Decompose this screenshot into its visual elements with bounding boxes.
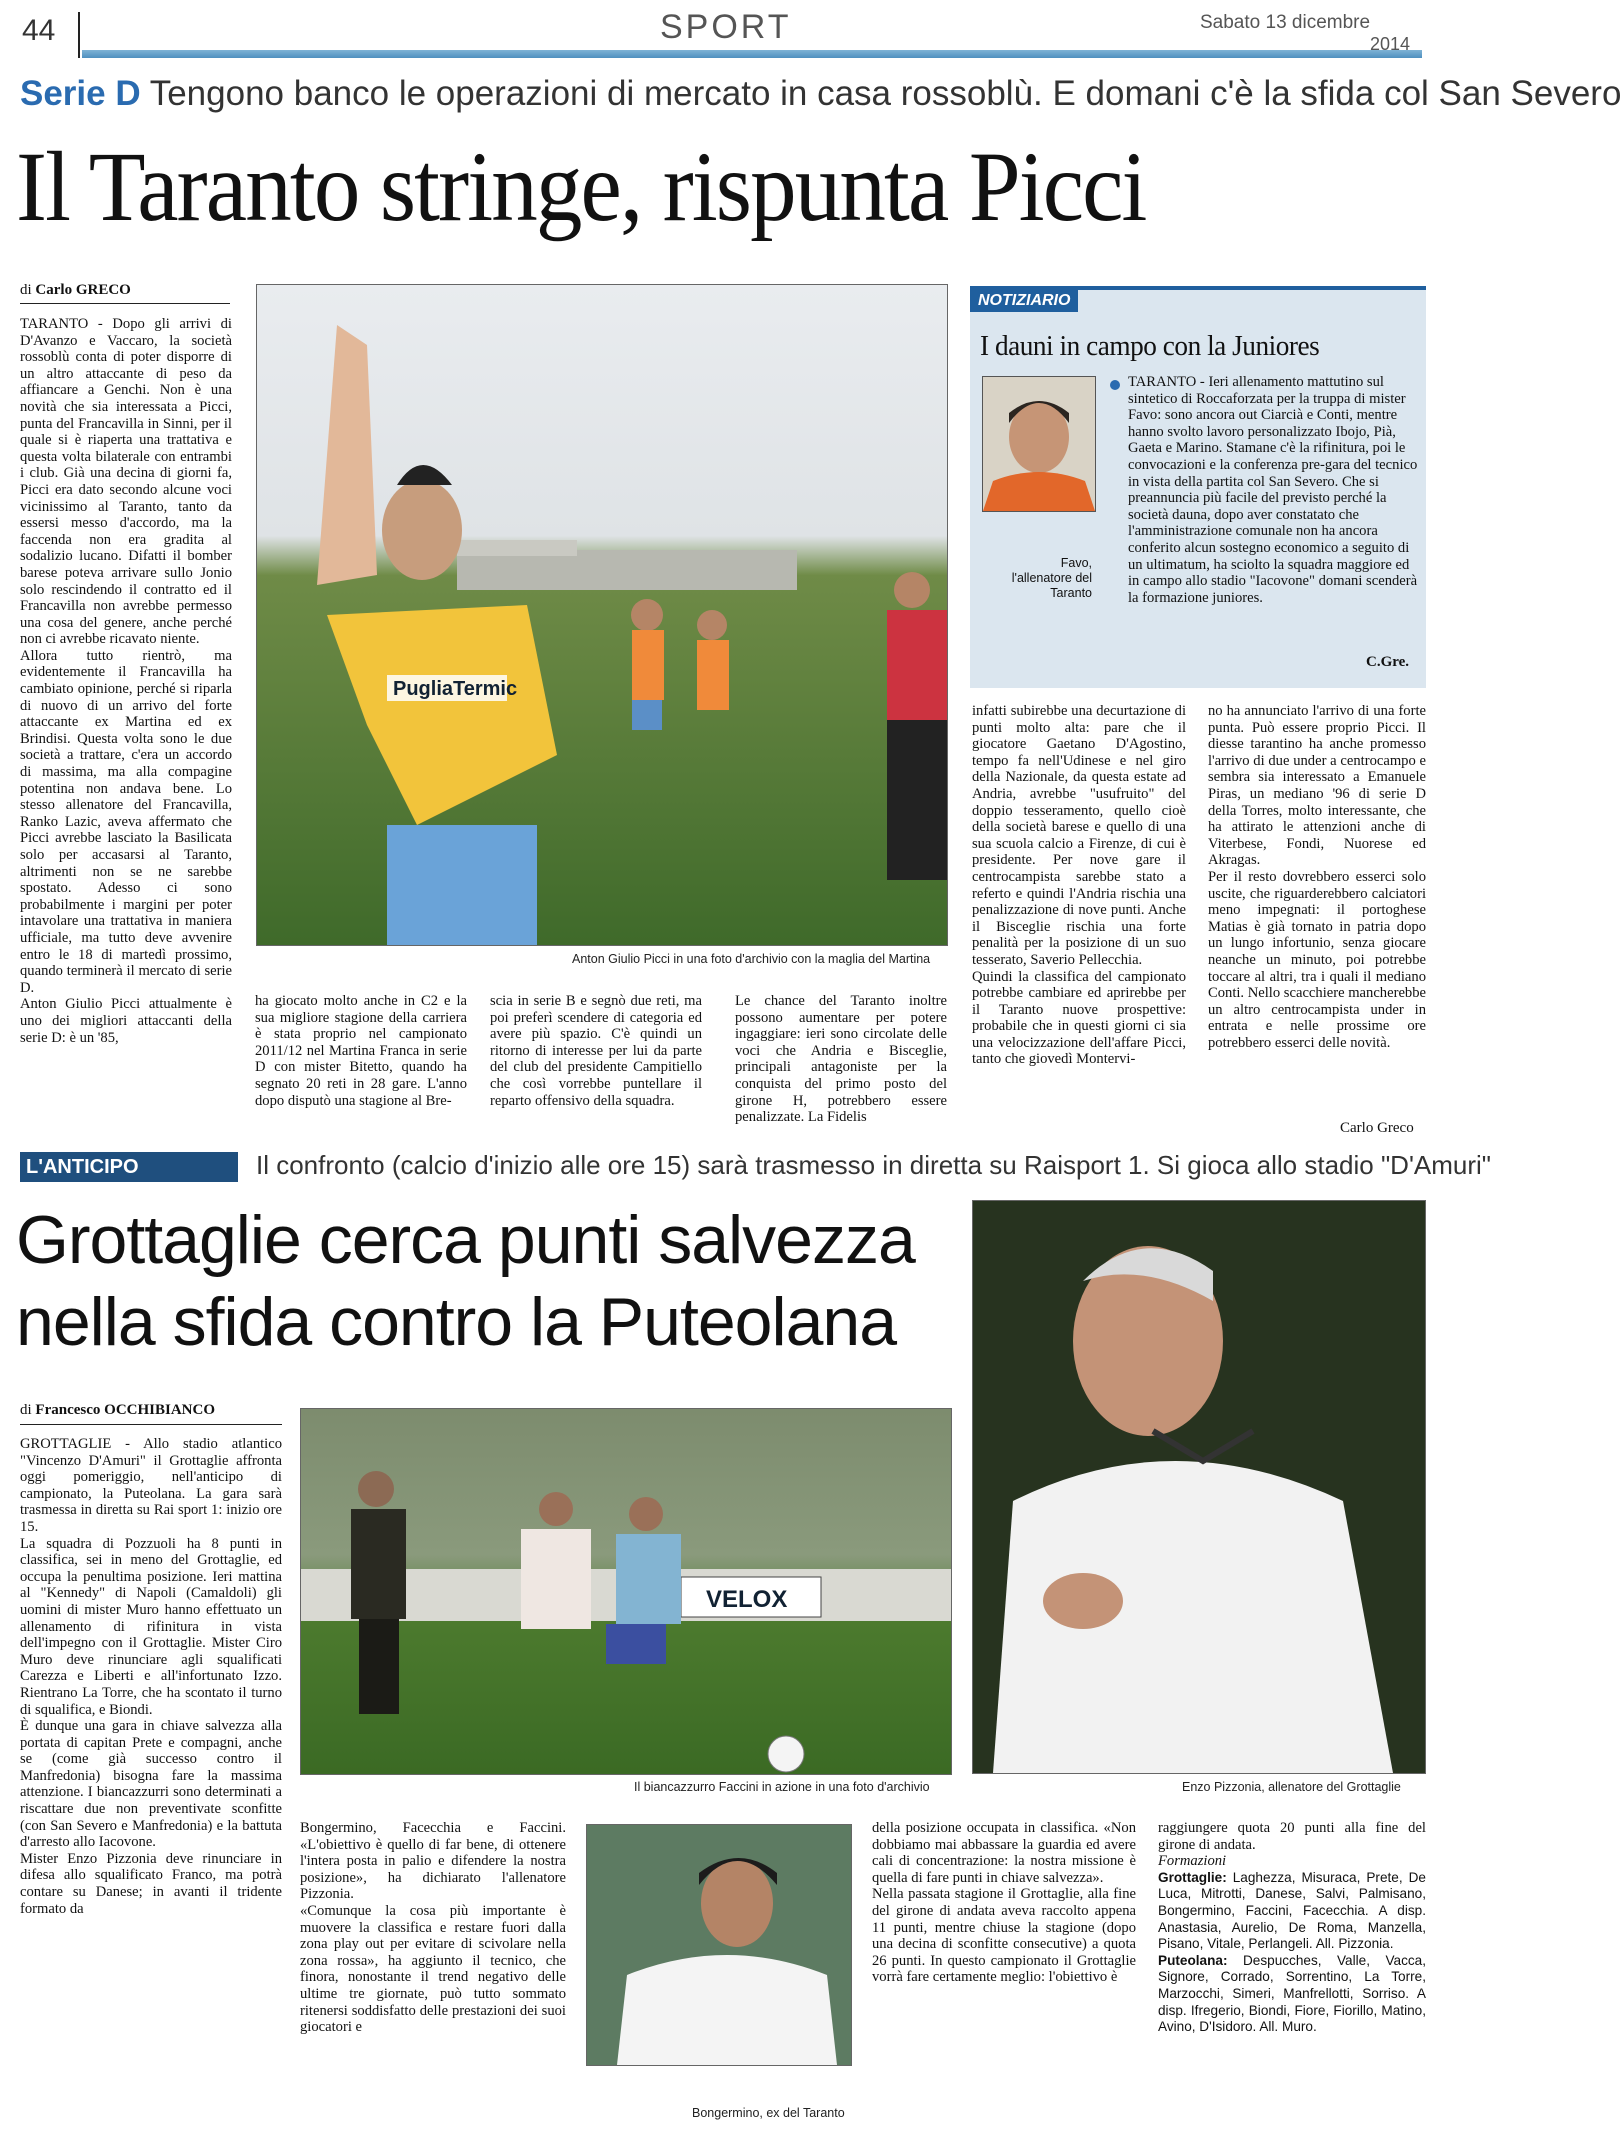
article2-col3: della posizione occupata in classifica. «Non dobbiamo mai abbassare la guardia ed avere cali di concentrazione: la nostra missione è quella di fare punti in chiave salvezza». Nella passata stagione il Grottaglie, alla fine del girone di andata aveva raccolto appena 11 punti, mentre chiuse la stagione (dopo una decina di sconfitte consecutive) a quota 26 punti. In questo campionato il Grottaglie vorrà fare certamente meglio: l'obiettivo è xyxy=(872,1820,1136,1986)
pizzonia-photo xyxy=(972,1200,1426,1774)
notiziario-body: TARANTO - Ieri allenamento mattutino sul sintetico di Roccaforzata per la truppa di mister Favo: sono ancora out Ciarcià e Conti, mentre hanno svolto lavoro personalizzato Ibojo, Pià, Gaeta e Marino. Stamane c'è la rifinitura, poi le convocazioni e la conferenza pre-gara del tecnico in vista della partita col San Severo. Che si preannuncia più facile del previsto perché la società dauna, dopo aver constatato che l'amministrazione comunale non ha ancora conferito alcun sostegno economico a seguito di un ultimatum, ha sciolto la squadra maggiore ed in campo allo stadio "Iacovone" domani scenderà la formazione juniores. xyxy=(1128,374,1418,606)
team1-name: Grottaglie: xyxy=(1158,1869,1227,1885)
notiziario-label: NOTIZIARIO xyxy=(970,290,1078,312)
article2-col4: raggiungere quota 20 punti alla fine del girone di andata. xyxy=(1158,1820,1426,1853)
article2-col2: Bongermino, Facecchia e Faccini. «L'obiettivo è quello di far bene, di ottenere l'intera posta in palio e difendere la nostra posizione», ha dichiarato l'allenatore Pizzonia. «Comunque la cosa più importante è muovere la classifica e restare fuori dalla zona play out per evitare di scivolare nella zona rossa», ha aggiunto il tecnico, che finora, nonostante il trend negativo delle ultime tre giornate, può tutto sommato ritenersi soddisfatto delle prestazioni dei suoi giocatori e xyxy=(300,1820,566,2036)
formazioni-label: Formazioni xyxy=(1158,1853,1227,1870)
match-photo-scene xyxy=(301,1409,951,1774)
notiziario-title: I dauni in campo con la Juniores xyxy=(980,330,1320,362)
byline-2 xyxy=(20,1402,215,1419)
notiziario-signature: C.Gre. xyxy=(1366,654,1410,670)
article1-col1: TARANTO - Dopo gli arrivi di D'Avanzo e Vaccaro, la società rossoblù conta di poter disporre di un altro attaccante di peso da affiancare a Genchi. Non è una novità che sia interessata a Picci, punta del Francavilla in Sinni, per il quale si è riaperta una trattativa e questa volta bilaterale con entrambi i club. Già una decina di giorni fa, Picci era dato secondo alcune voci vicinissimo al Taranto, tanto da essersi messo d'accordo, ma la faccenda non era gradita al sodalizio lucano. Difatti il bomber barese poteva arrivare sullo Jonio solo rescindendo il contratto ed il Francavilla non avrebbe permesso una cosa del genere, anche perché non ci avrebbe ricavato niente. Allora tutto rientrò, ma evidentemente il Francavilla ha cambiato opinione, perché si riparla di nuovo di un arrivo del forte attaccante ex Martina ed ex Brindisi. Questa volta sono le due società a trattare, c'era un accordo di massima, ma alla compagine potentina non andava bene. Lo stesso allenatore del Francavilla, Ranko Lazic, aveva affermato che Picci avrebbe lasciato la Basilicata solo per accasarsi al Taranto, altrimenti non se ne sarebbe spostato. Adesso ci sono probabilmente i margini per poter intavolare una trattativa in maniera ufficiale, ma tutto deve avvenire entro le 18 di martedì prossimo, quando terminerà il mercato di serie D. Anton Giulio Picci attualmente è uno dei migliori attaccanti della serie D: è un '85, xyxy=(20,316,232,1046)
byline-rule xyxy=(20,303,230,304)
article1-signature: Carlo Greco xyxy=(1340,1120,1414,1136)
anticipo-label: L'ANTICIPO xyxy=(20,1152,238,1182)
notiziario-bullet xyxy=(1110,380,1120,390)
ad-board-text: VELOX xyxy=(706,1586,788,1613)
team2-lineup-block xyxy=(1158,1953,1426,2036)
favo-caption: Favo, l'allenatore del Taranto xyxy=(1011,556,1092,600)
team1-lineup-block xyxy=(1158,1870,1426,1953)
article1-col6: no ha annunciato l'arrivo di una forte punta. Può essere proprio Picci. Il diesse tarantino ha anche promesso l'arrivo di due under a centrocampo e sembra sia interessato a Emanuele Piras, un mediano '96 di serie D della Torres, molto interessante, che ha attirato le attenzioni anche di Viterbese, Fondi, Nuorese ed Akragas. Per il resto dovrebbero esserci solo uscite, che riguarderebbero calciatori meno impegnati: il portoghese Matias è già tornato in patria dopo un lungo infortunio, senza giocare neanche un minuto, poi potrebbe toccare al altri, tra i quali il mediano Conti. Nello scacchiere mancherebbe un altro centrocampista under in entrata e nelle prossime ore potrebbero esserci delle novità. xyxy=(1208,703,1426,1051)
pizzonia-photo-scene xyxy=(973,1201,1425,1773)
article1-col2: ha giocato molto anche in C2 e la sua migliore stagione della carriera è stata proprio nel campionato 2011/12 nel Martina Franca in serie D con mister Bitetto, quando ha segnato 20 reti in 28 gare. L'anno dopo disputò una stagione al Bre- xyxy=(255,993,467,1109)
issue-date: Sabato 13 dicembre xyxy=(1200,12,1371,33)
jersey-sponsor: PugliaTermic xyxy=(393,678,518,700)
team2-name: Puteolana: xyxy=(1158,1952,1228,1968)
picci-photo-scene xyxy=(257,285,947,945)
match-photo-caption: Il biancazzurro Faccini in azione in una foto d'archivio xyxy=(634,1780,930,1794)
headline-2-line2: nella sfida contro la Puteolana xyxy=(16,1284,897,1360)
issue-year: 2014 xyxy=(1370,34,1411,54)
byline-name: Carlo GRECO xyxy=(35,282,131,298)
article1-col3: scia in serie B e segnò due reti, ma poi preferì scendere di categoria ed avere più spazio. C'è quindi un ritorno di interesse per lui da parte del club del presidente Campitiello che così vorrebbe puntellare il reparto offensivo della squadra. xyxy=(490,993,702,1109)
article2-col4-wrap xyxy=(1158,1820,1426,2120)
bongermino-photo-scene xyxy=(587,1825,851,2065)
article1-col4: Le chance del Taranto inoltre possono aumentare per potere ingaggiare: ieri sono circolate delle voci che Andria e Bisceglie, principali antagoniste per la conquista del primo posto del girone H, potrebbero essere penalizzate. La Fidelis xyxy=(735,993,947,1126)
favo-photo-scene xyxy=(983,377,1095,511)
bongermino-photo xyxy=(586,1824,852,2066)
team1-lineup: Laghezza, Misuraca, Prete, De Luca, Mitrotti, Danese, Salvi, Palmisano, Bongermino, Faccini, Facecchia. A disp. Anastasia, Aurelio, De Roma, Manzella, Pisano, Vitale, Perlangeli. All. Pizzonia. xyxy=(1158,1869,1426,1952)
header-divider xyxy=(78,12,80,58)
headline: Il Taranto stringe, rispunta Picci xyxy=(16,131,1146,242)
byline-2-name: Francesco OCCHIBIANCO xyxy=(35,1402,215,1418)
byline-2-rule xyxy=(20,1424,282,1425)
kicker-text: Tengono banco le operazioni di mercato in casa rossoblù. E domani c'è la sfida col San Severo xyxy=(149,74,1621,113)
byline xyxy=(20,282,131,299)
page-number: 44 xyxy=(22,14,56,47)
pizzonia-photo-caption: Enzo Pizzonia, allenatore del Grottaglie xyxy=(1182,1780,1401,1794)
article2-col1: GROTTAGLIE - Allo stadio atlantico "Vincenzo D'Amuri" il Grottaglie affronta oggi pomeriggio, nell'anticipo di campionato, la Puteolana. La gara sarà trasmessa in diretta su Rai sport 1: inizio ore 15. La squadra di Pozzuoli ha 8 punti in classifica, sei in meno del Grottaglie, ed occupa la penultima posizione. Ieri mattina al "Kennedy" di Napoli (Camaldoli) gli uomini di mister Muro hanno effettuato un allenamento di rifinitura in vista dell'impegno con il Grottaglie. Mister Ciro Muro deve rinunciare agli squalificati Carezza e Liberti e all'infortunato Izzo. Rientrano La Torre, che ha scontato il turno di squalifica, e Biondi. È dunque una gara in chiave salvezza alla portata di capitan Prete e compagni, anche se (come già successo contro il Manfredonia) bisogna fare la massima attenzione. I biancazzurri sono determinati a riscattare due non preventivate sconfitte (con San Severo e Manfredonia) e la battuta d'arresto allo Iacovone. Mister Enzo Pizzonia deve rinunciare in difesa allo squalificato Franco, ma potrà contare su Danese; in avanti il tridente formato da xyxy=(20,1436,282,1917)
article1-col5: infatti subirebbe una decurtazione di punti molto alta: pare che il giocatore Gaetano D'Agostino, tempo fa nell'Udinese e nel giro della Nazionale, da questa estate ad Andria, avrebbe "usufruito" del doppio tesseramento, quello cioè della società barese e quello di una sua scuola calcio a Firenze, di cui è presidente. Per nove gare il centrocampista sarebbe stato a referto e quindi l'Andria rischia una penalizzazione di nove punti. Anche il Bisceglie rischia una forte penalità per la posizione di un suo tesserato, Saverio Pellecchia. Quindi la classifica del campionato potrebbe cambiare ed aprirebbe per il Taranto nuove prospettive: probabile che in questi giorni ci sia una velocizzazione dell'affare Picci, tanto che giovedì Montervi- xyxy=(972,703,1186,1068)
picci-photo-caption: Anton Giulio Picci in una foto d'archivio con la maglia del Martina xyxy=(572,952,931,966)
byline-2-prefix: di xyxy=(20,1402,32,1418)
anticipo-kicker: Il confronto (calcio d'inizio alle ore 15) sarà trasmesso in diretta su Raisport 1. Si gioca allo stadio "D'Amuri" xyxy=(256,1150,1492,1180)
byline-prefix: di xyxy=(20,282,32,298)
picci-photo xyxy=(256,284,948,946)
headline-2-line1: Grottaglie cerca punti salvezza xyxy=(16,1202,915,1278)
favo-photo xyxy=(982,376,1096,512)
notiziario-box xyxy=(970,286,1426,688)
section-title: SPORT xyxy=(660,8,792,46)
match-photo xyxy=(300,1408,952,1775)
header-line xyxy=(82,50,1422,58)
team2-lineup: Despucches, Valle, Vacca, Signore, Corrado, Sorrentino, La Torre, Marzocchi, Simeri, Manfrellotti, Sorriso. A disp. Ifregerio, Biondi, Fiore, Fiorillo, Matino, Avino, D'Isidoro. All. Muro. xyxy=(1158,1952,1427,2035)
kicker xyxy=(20,74,1621,114)
kicker-label: Serie D xyxy=(20,74,141,113)
bongermino-photo-caption: Bongermino, ex del Taranto xyxy=(692,2106,845,2120)
